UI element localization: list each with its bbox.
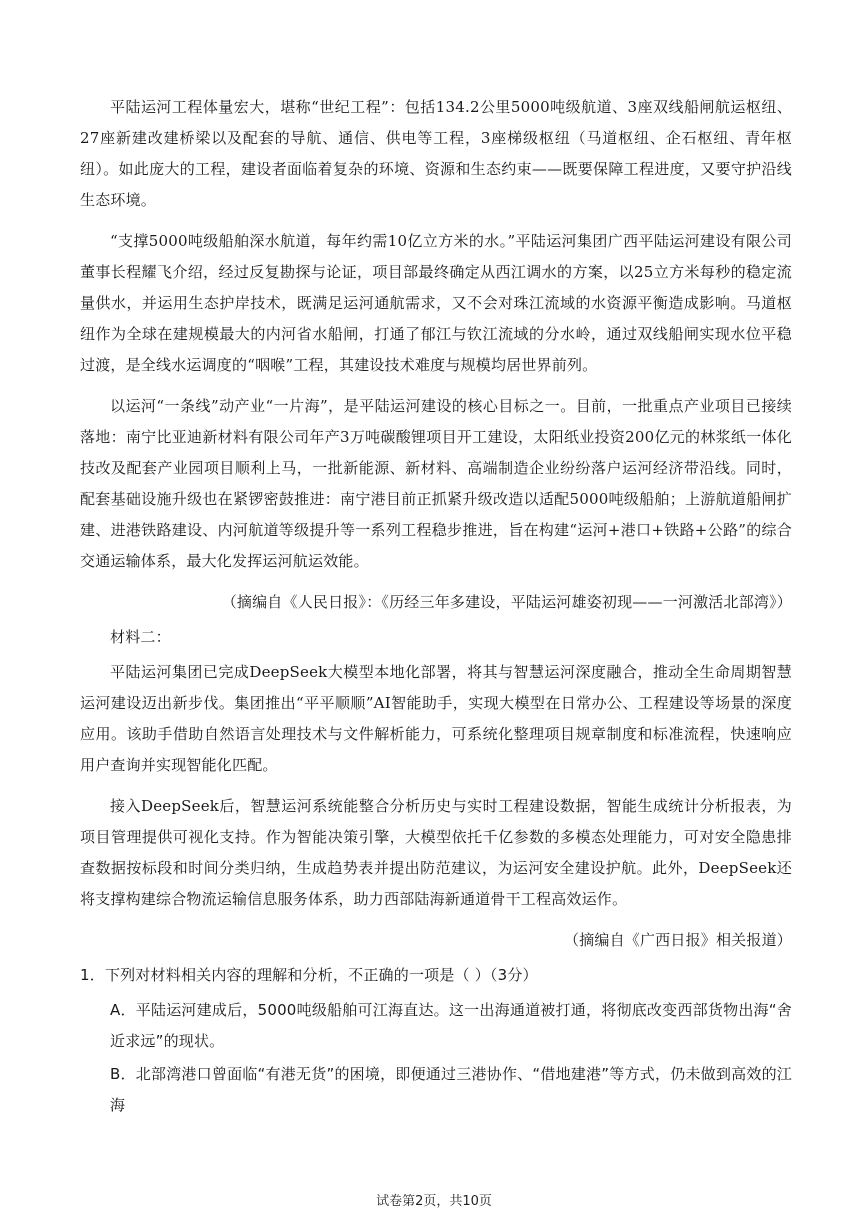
material2-source: （摘编自《广西日报》相关报道） (563, 931, 792, 949)
page-content (80, 92, 792, 1123)
question-option-a: A．平陆运河建成后，5000吨级船舶可江海直达。这一出海通道被打通，将彻底改变西部货物出海“舍近求远”的现状。 (110, 1001, 792, 1050)
material1-paragraph-2: “支撑5000吨级船舶深水航道，每年约需10亿立方米的水。”平陆运河集团广西平陆运河建设有限公司董事长程耀飞介绍，经过反复勘探与论证，项目部最终确定从西江调水的方案，以25立方米每秒的稳定流量供水，并运用生态护岸技术，既满足运河通航需求，又不会对珠江流域的水资源平衡造成影响。马道枢纽作为全球在建规模最大的内河省水船闸，打通了郁江与钦江流域的分水岭，通过双线船闸实现水位平稳过渡，是全线水运调度的“咽喉”工程，其建设技术难度与规模均居世界前列。 (80, 232, 792, 374)
material1-paragraph-1: 平陆运河工程体量宏大，堪称“世纪工程”：包括134.2公里5000吨级航道、3座双线船闸航运枢纽、27座新建改建桥梁以及配套的导航、通信、供电等工程，3座梯级枢纽（马道枢纽、企石枢纽、青年枢纽）。如此庞大的工程，建设者面临着复杂的环境、资源和生态约束——既要保障工程进度，又要守护沿线生态环境。 (80, 98, 792, 209)
page-footer: 试卷第2页，共10页 (376, 1194, 492, 1209)
material1-paragraph-3: 以运河“一条线”动产业“一片海”，是平陆运河建设的核心目标之一。目前，一批重点产业项目已接续落地：南宁比亚迪新材料有限公司年产3万吨碳酸锂项目开工建设，太阳纸业投资200亿元的林浆纸一体化技改及配套产业园项目顺利上马，一批新能源、新材料、高端制造企业纷纷落户运河经济带沿线。同时，配套基础设施升级也在紧锣密鼓推进：南宁港目前正抓紧升级改造以适配5000吨级船舶；上游航道船闸扩建、进港铁路建设、内河航道等级提升等一系列工程稳步推进，旨在构建“运河+港口+铁路+公路”的综合交通运输体系，最大化发挥运河航运效能。 (80, 397, 792, 570)
material2-paragraph-1: 平陆运河集团已完成DeepSeek大模型本地化部署，将其与智慧运河深度融合，推动全生命周期智慧运河建设迈出新步伐。集团推出“平平顺顺”AI智能助手，实现大模型在日常办公、工程建设等场景的深度应用。该助手借助自然语言处理技术与文件解析能力，可系统化整理项目规章制度和标准流程，快速响应用户查询并实现智能化匹配。 (80, 663, 792, 774)
question-option-b: B．北部湾港口曾面临“有港无货”的困境，即便通过三港协作、“借地建港”等方式，仍未做到高效的江海 (110, 1065, 792, 1114)
question-stem: 1．下列对材料相关内容的理解和分析，不正确的一项是（ ）（3分） (80, 966, 538, 984)
material2-paragraph-2: 接入DeepSeek后，智慧运河系统能整合分析历史与实时工程建设数据，智能生成统计分析报表，为项目管理提供可视化支持。作为智能决策引擎，大模型依托千亿参数的多模态处理能力，可对安全隐患排查数据按标段和时间分类归纳，生成趋势表并提出防范建议，为运河安全建设护航。此外，DeepSeek还将支撑构建综合物流运输信息服务体系，助力西部陆海新通道骨干工程高效运作。 (80, 797, 792, 908)
material1-source: （摘编自《人民日报》：《历经三年多建设，平陆运河雄姿初现——一河激活北部湾》） (221, 593, 792, 611)
material2-heading: 材料二： (110, 628, 171, 646)
